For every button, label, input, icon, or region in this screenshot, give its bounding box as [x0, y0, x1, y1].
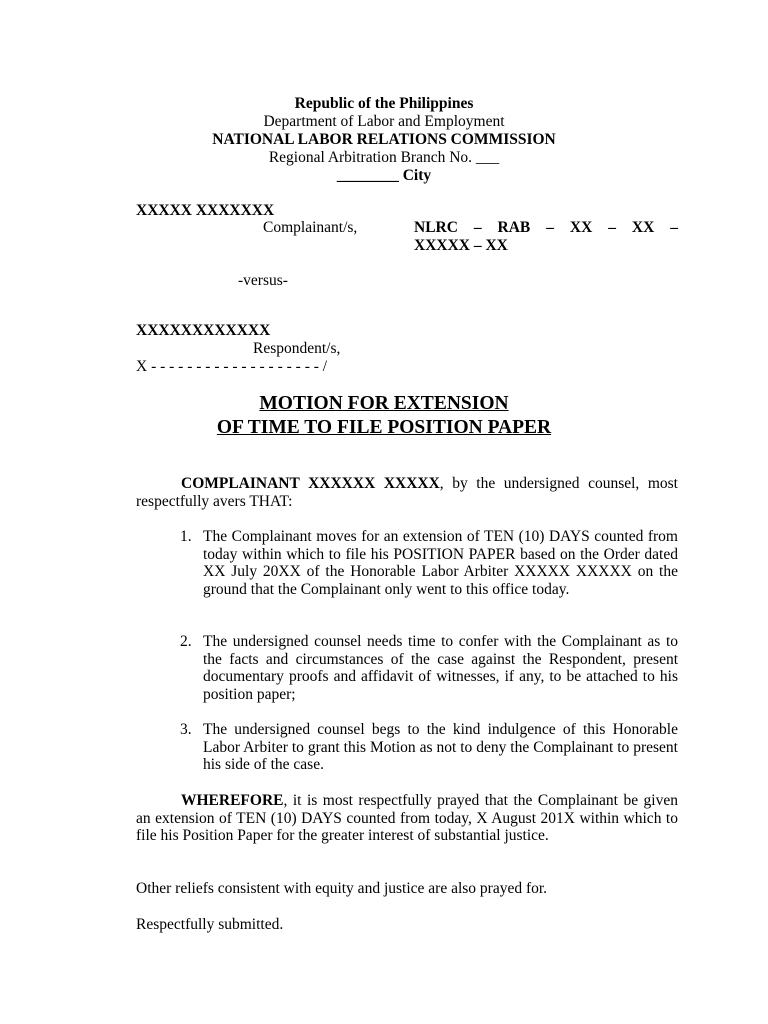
complainant-party-name: COMPLAINANT XXXXXX XXXXX: [181, 475, 440, 492]
list-item: [180, 633, 678, 703]
respondent-name: XXXXXXXXXXXX: [136, 322, 271, 339]
prayer-lead: WHEREFORE: [181, 792, 284, 809]
motion-title-line-2: OF TIME TO FILE POSITION PAPER: [216, 417, 552, 438]
branch-heading: [0, 149, 768, 167]
list-item: [180, 721, 678, 774]
list-item-number: 2.: [180, 633, 192, 650]
case-number-line-1: NLRC – RAB – XX – XX –: [414, 219, 678, 236]
list-item-number: 3.: [180, 721, 192, 738]
intro-paragraph: [136, 475, 678, 510]
department-heading: Department of Labor and Employment: [263, 113, 505, 130]
caption-closing-line: X - - - - - - - - - - - - - - - - - - - /: [136, 358, 328, 375]
closing-line: Respectfully submitted.: [136, 916, 284, 933]
prayer-text: , it is most respectfully prayed that the Complainant be given an extension of TEN (10) DAYS counted from today, X August 201X within which to file his Position Paper for the greater interest of substantial justice.: [136, 792, 678, 845]
motion-title-line-1: MOTION FOR EXTENSION: [259, 393, 509, 414]
prayer-paragraph: [136, 792, 678, 845]
list-item-number: 1.: [180, 528, 192, 545]
case-number-line-2: XXXXX – XX: [414, 237, 508, 254]
commission-heading: NATIONAL LABOR RELATIONS COMMISSION: [212, 131, 556, 148]
respondent-label: Respondent/s,: [253, 340, 341, 357]
republic-heading: Republic of the Philippines: [294, 95, 474, 112]
complainant-label: Complainant/s,: [263, 219, 358, 236]
list-item-text: The Complainant moves for an extension of TEN (10) DAYS counted from today within which to file his POSITION PAPER based on the Order dated XX July 20XX of the Honorable Labor Arbiter XXXXX XXXXX on the ground that the Complainant only went to this office today.: [203, 528, 678, 598]
versus-label: -versus-: [238, 272, 288, 289]
list-item-text: The undersigned counsel begs to the kind indulgence of this Honorable Labor Arbiter to grant this Motion as not to deny the Complainant to present his side of the case.: [203, 721, 678, 774]
complainant-name: XXXXX XXXXXXX: [136, 202, 275, 219]
city-blank: ________: [336, 167, 399, 184]
list-item: [180, 528, 678, 598]
branch-text: Regional Arbitration Branch No. ___: [268, 149, 500, 166]
city-label: City: [402, 167, 432, 184]
list-item-text: The undersigned counsel needs time to confer with the Complainant as to the facts and circumstances of the case against the Respondent, present documentary proofs and affidavit of witnesses, if any, to be attached to his position paper;: [203, 633, 678, 703]
city-heading: [0, 167, 768, 185]
other-reliefs: Other reliefs consistent with equity and justice are also prayed for.: [136, 880, 548, 897]
intro-text: , by the undersigned counsel, most respectfully avers THAT:: [136, 475, 678, 510]
